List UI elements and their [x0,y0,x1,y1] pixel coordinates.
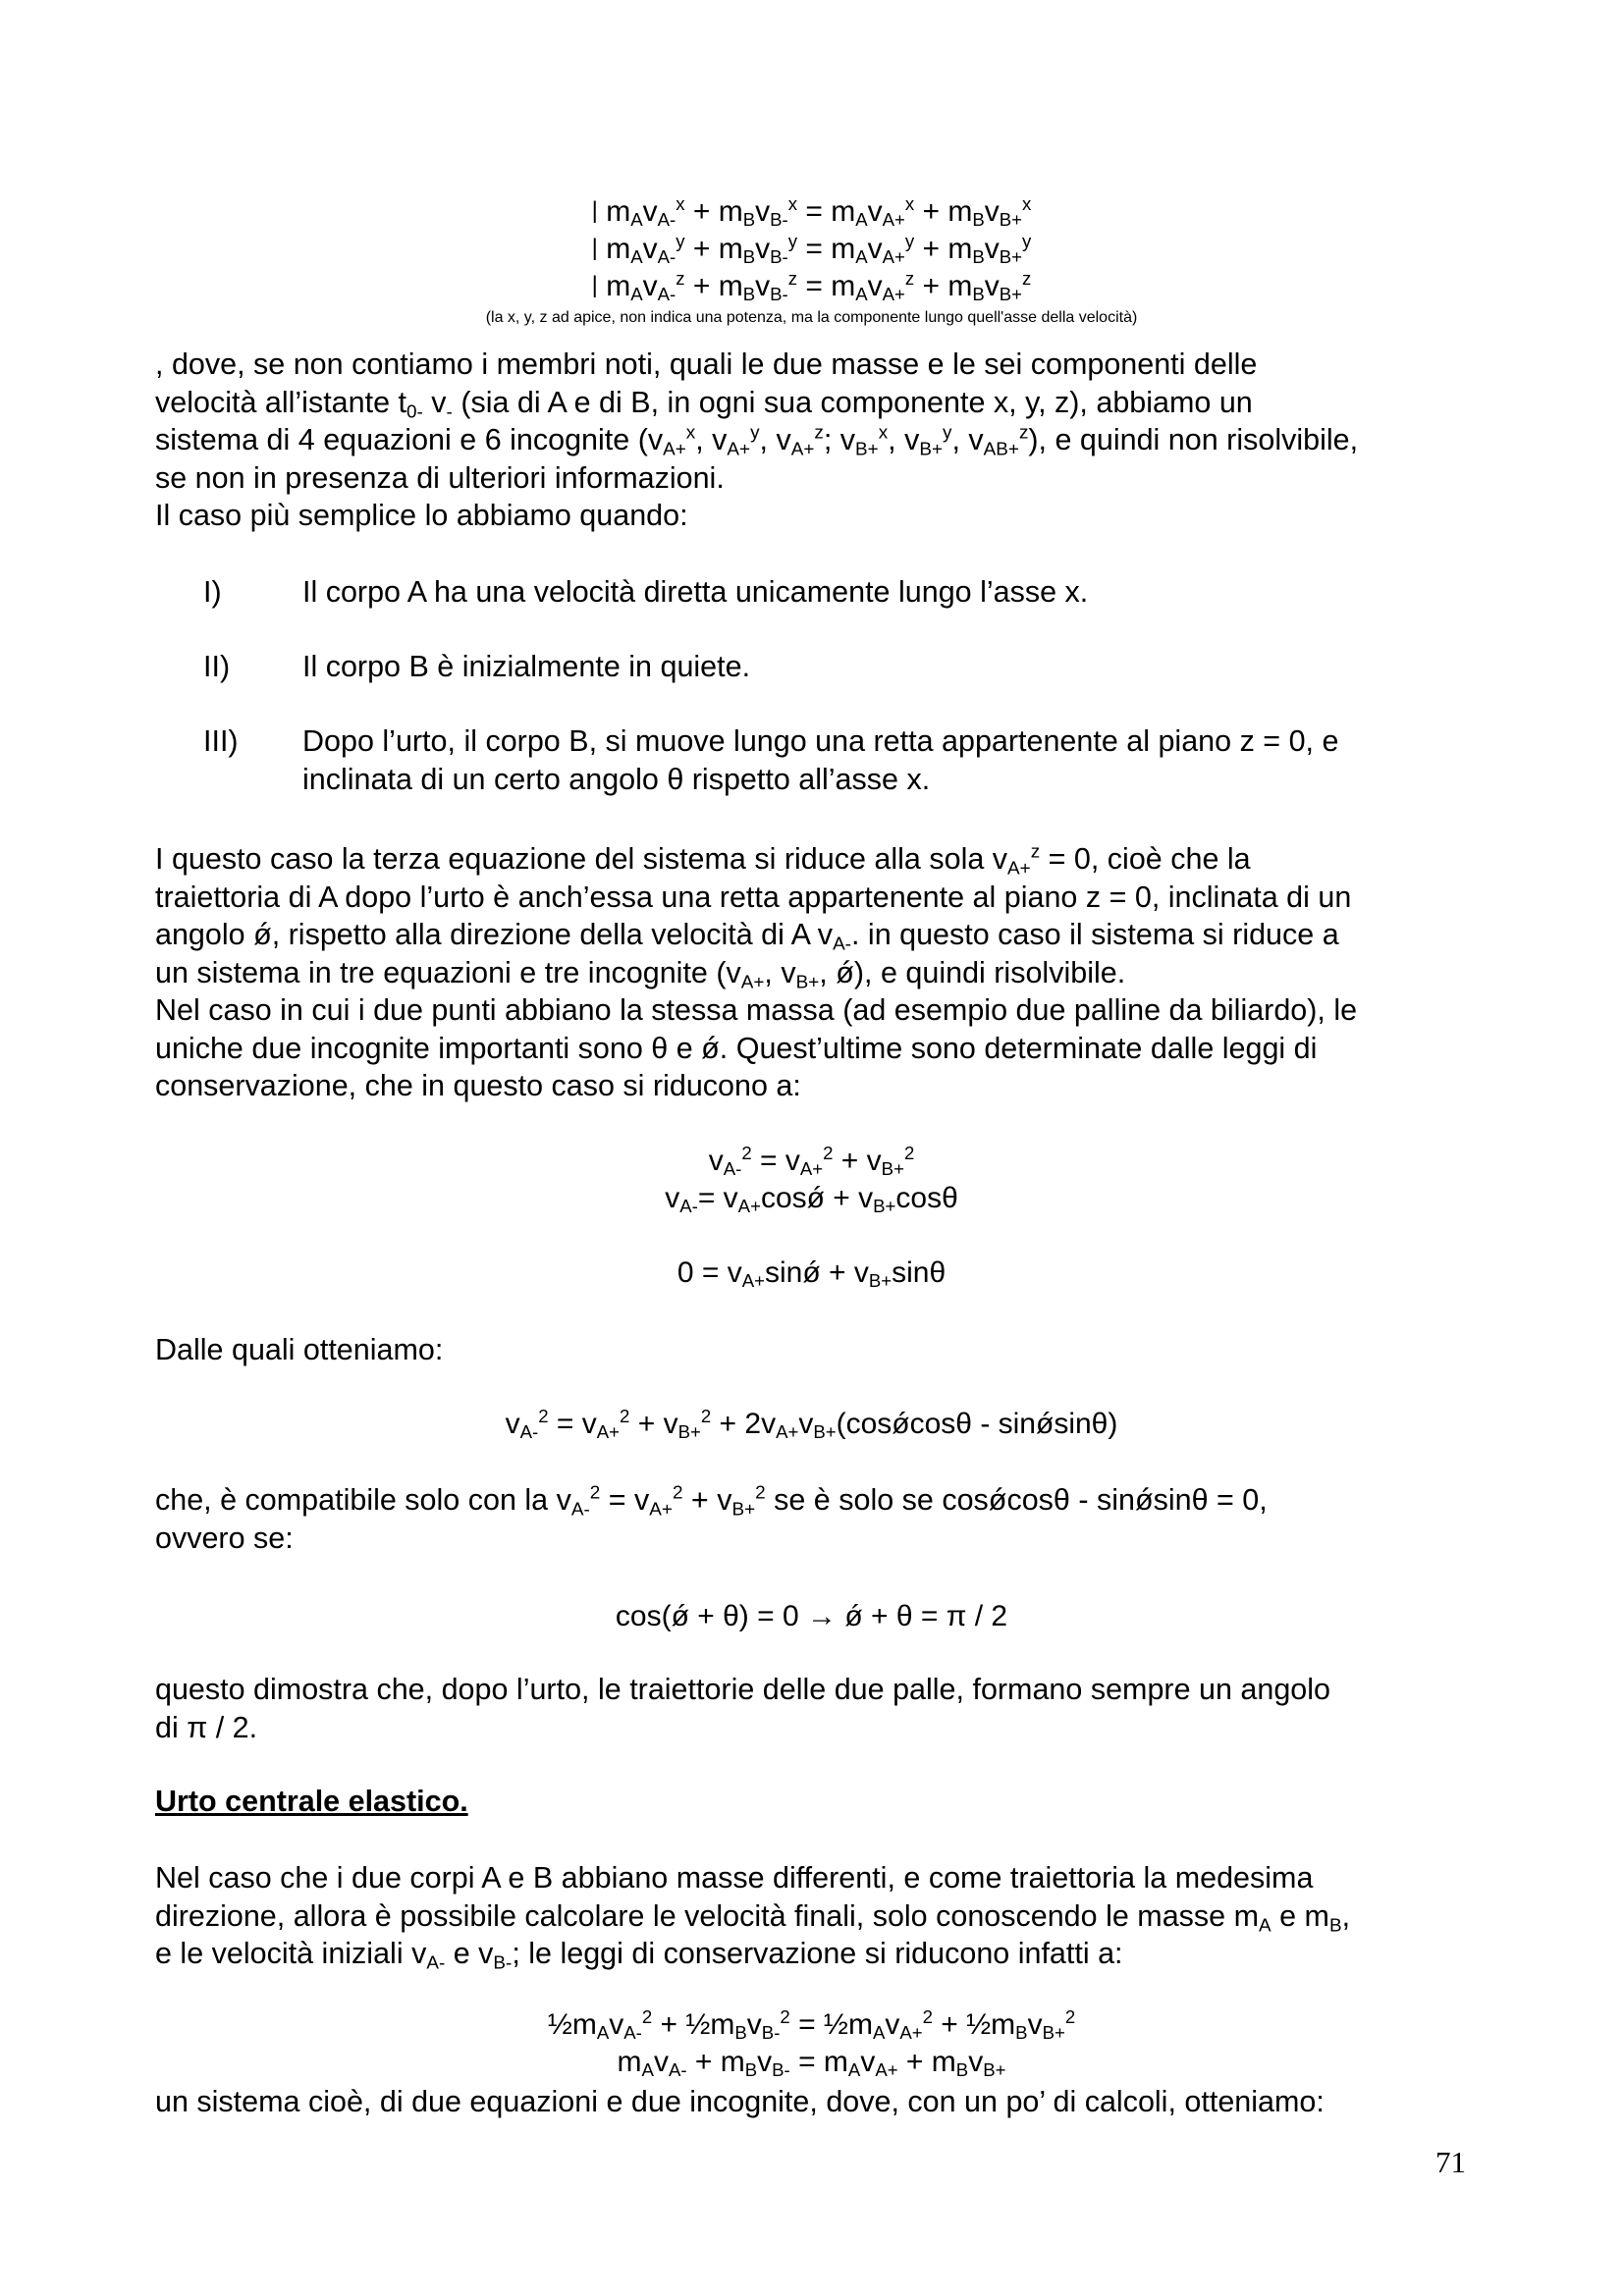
momentum-eq-x: | $m_Av_{A-}^x + m_Bv_{B-}^x = m_Av_{A+}^x + m_Bv_{B+}^x$ [591,192,1032,231]
text-line: Dalle quali otteniamo: [155,1333,444,1366]
paragraph-compatible [155,1481,1490,1557]
page-number: 71 [1435,2145,1466,2179]
list-number: III) [203,724,239,758]
list-item [302,648,1481,686]
list-item [302,573,1481,612]
text-line: di π / 2. [155,1710,258,1744]
text-line: direzione, allora è possibile calcolare le velocità finali, solo conoscendo le masse $m_A$ e $m_B$, [155,1898,1351,1936]
text-line: , dove, se non contiamo i membri noti, quali le due masse e le sei componenti delle [155,347,1258,381]
text-line: uniche due incognite importanti sono θ e ǿ. Quest’ultime sono determinate dalle leggi di [155,1031,1318,1065]
kinetic-energy-equation: $\frac{1}{2}m_Av_{A-}^2$ + $\frac{1}{2}m_Bv_{B-}^2$ = $\frac{1}{2}m_Av_{A+}^2$ + $\frac{1}{2}m_Bv_{B+}^2$ [547,2005,1076,2044]
text-line: traiettoria di A dopo l’urto è anch’essa una retta appartenente al piano z = 0, inclinata di un [155,880,1352,914]
text-line: conservazione, che in questo caso si riducono a: [155,1069,801,1102]
component-note: (la x, y, z ad apice, non indica una potenza, ma la componente lungo quell'asse della velocità) [485,309,1138,326]
text-line: Il corpo A ha una velocità diretta unicamente lungo l’asse x. [302,575,1089,609]
paragraph-conclusion [155,1671,1490,1746]
momentum-eq-z: | $m_Av_{A-}^z + m_Bv_{B-}^z = m_Av_{A+}^z + m_Bv_{B+}^z$ [591,267,1032,305]
text-line: inclinata di un certo angolo θ rispetto all’asse x. [302,762,931,796]
text-line: I questo caso la terza equazione del sistema si riduce alla sola $v_{A+}^z = 0$, cioè che la [155,841,1251,880]
paragraph-final [155,2083,1490,2121]
text-line: Dopo l’urto, il corpo B, si muove lungo una retta appartenente al piano z = 0, e [302,724,1339,758]
energy-equation: $v_{A-}^2 = v_{A+}^2 + v_{B+}^2$ [708,1142,915,1180]
angle-equation: cos(ǿ + θ) = 0 → ǿ + θ = π / 2 [615,1600,1008,1632]
text-line: Nel caso che i due corpi A e B abbiano masse differenti, e come traiettoria la medesima [155,1861,1314,1895]
momentum-eq-y: | $m_Av_{A-}^y + m_Bv_{B-}^y = m_Av_{A+}^y + m_Bv_{B+}^y$ [591,230,1032,268]
list-item [302,722,1481,798]
paragraph-dalle [155,1331,1490,1369]
list-number: II) [203,650,231,683]
paragraph-unknowns [155,346,1490,535]
section-heading: Urto centrale elastico. [155,1785,468,1818]
text-line: Il caso più semplice lo abbiamo quando: [155,499,688,532]
momentum-y-equation: $0 = v_{A+}\sin ǿ + v_{B+}\sin\theta$ [676,1256,947,1292]
text-line: velocità all’istante $t_{0-}$ $v_-$ (sia di A e di B, in ogni sua componente x, y, z), abbiamo un [155,385,1253,422]
momentum-conservation-equation: $m_Av_{A-} + m_Bv_{B-} = m_Av_{A+} + m_Bv_{B+}$ [617,2046,1006,2081]
text-line: se non in presenza di ulteriori informazioni. [155,460,725,495]
paragraph-special-case [155,840,1490,1105]
text-line: Nel caso in cui i due punti abbiano la stessa massa (ad esempio due palline da biliardo), le [155,993,1358,1027]
result-equation: $v_{A-}^2 = v_{A+}^2 + v_{B+}^2$ + $2v_{A+}v_{B+}(\cos ǿ\cos\theta$ - sinǿsinθ) [505,1405,1118,1443]
momentum-x-equation: $v_{A-}=$ $v_{A+}\cos ǿ + v_{B+}\cos\theta$ [665,1182,958,1217]
text-line: Il corpo B è inizialmente in quiete. [302,650,751,683]
text-line: angolo ǿ, rispetto alla direzione della velocità di A $v_{A-}$. in questo caso il sistema si riduce a [155,918,1339,955]
text-line: ovvero se: [155,1521,294,1555]
text-line: un sistema cioè, di due equazioni e due incognite, dove, con un po’ di calcoli, otteniamo: [155,2085,1325,2118]
paragraph-elastic [155,1859,1490,1973]
list-number: I) [203,575,222,609]
text-line: e le velocità iniziali $v_{A-}$ e $v_{B-}$; le leggi di conservazione si riducono infatti a: [155,1937,1123,1974]
text-line: un sistema in tre equazioni e tre incognite ($v_{A+}$, $v_{B+}$, ǿ), e quindi risolvibile. [155,955,1126,992]
text-line: sistema di 4 equazioni e 6 incognite ($v_{A+}^x$, $v_{A+}^y$, $v_{A+}^z$; $v_{B+}^x$, $v_{B+}^y$, $v_{AB+}^z$), e quindi non risolvibile, [155,422,1359,460]
text-line: che, è compatibile solo con la $v_{A-}^2 = v_{A+}^2 + v_{B+}^2$ se è solo se cosǿcosθ - sinǿsinθ = 0, [155,1482,1268,1521]
text-line: questo dimostra che, dopo l’urto, le traiettorie delle due palle, formano sempre un angolo [155,1673,1330,1706]
